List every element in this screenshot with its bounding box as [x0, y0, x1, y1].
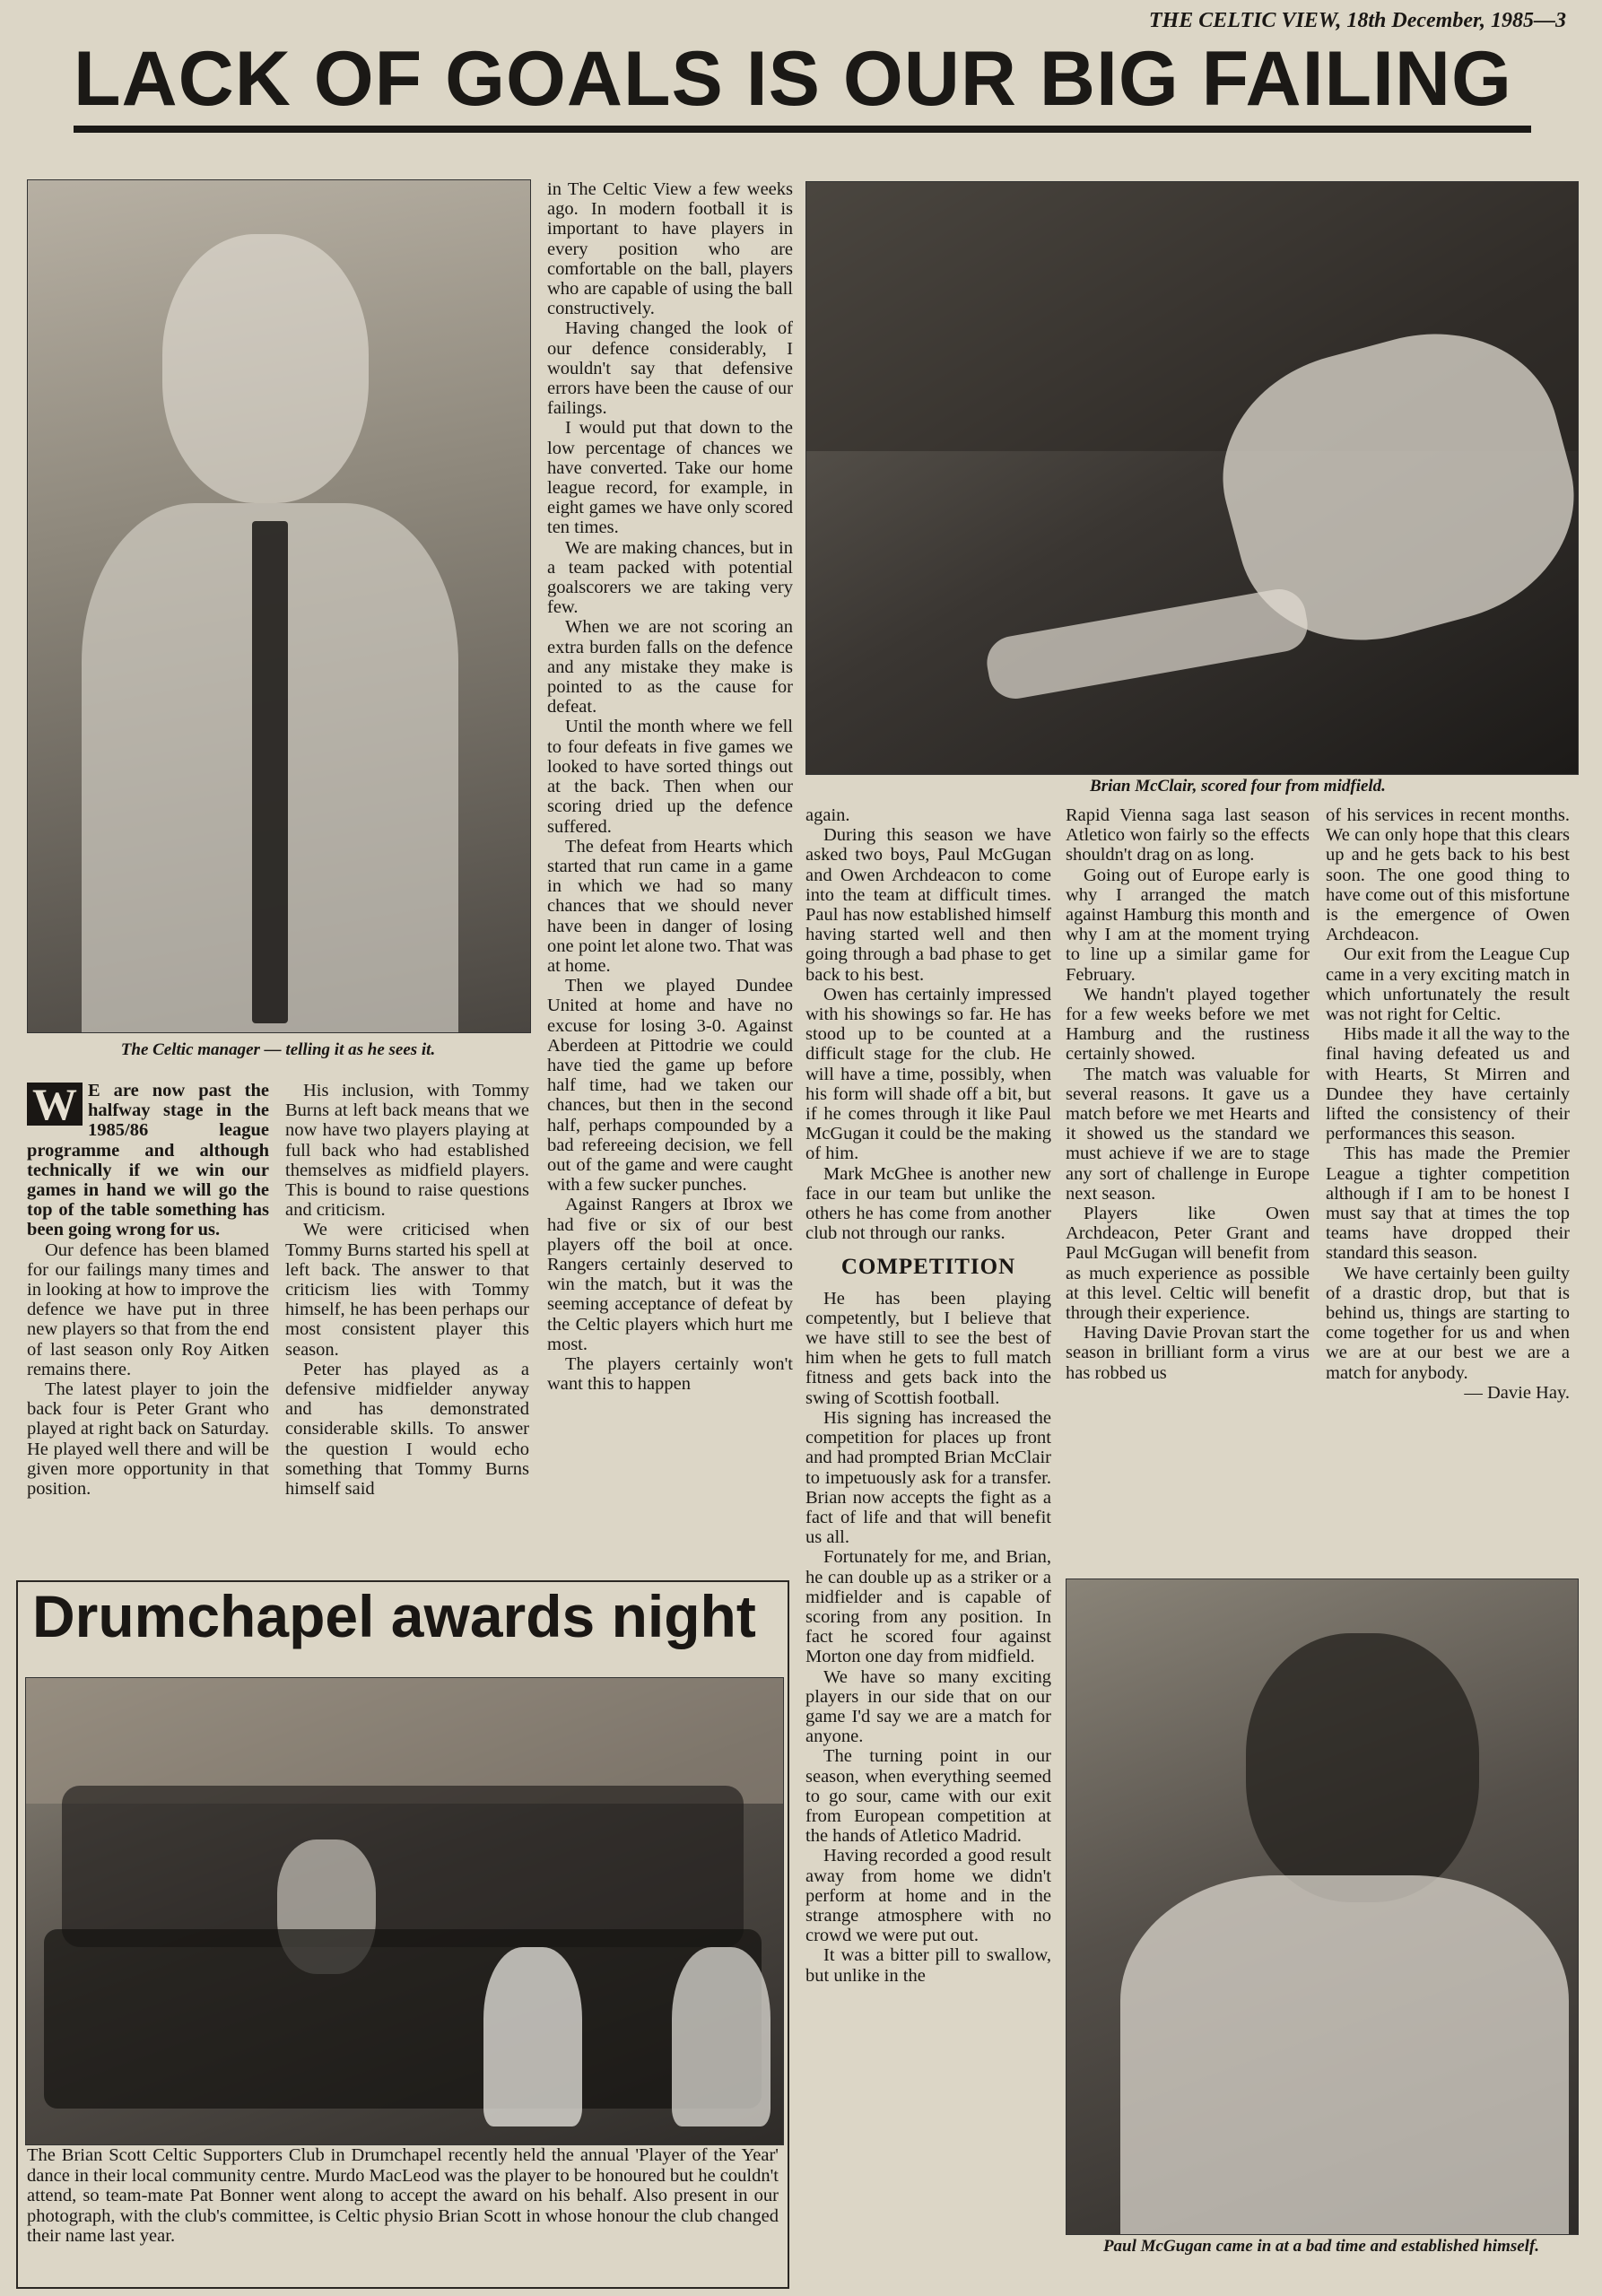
- paragraph: I would put that down to the low percentage of chances we have converted. Take our home league record, for example, in eight games we have only scored ten times.: [547, 418, 793, 538]
- paragraph: of his services in recent months. We can only hope that this clears up and he gets back to his best soon. The one good thing to have come out of this misfortune is the emergence of Owen Archdeacon.: [1326, 805, 1570, 945]
- paragraph: We have so many exciting players in our side that on our game I'd say we are a match for anyone.: [805, 1666, 1051, 1747]
- paragraph: It was a bitter pill to swallow, but unlike in the: [805, 1945, 1051, 1986]
- paragraph: in The Celtic View a few weeks ago. In modern football it is important to have players in every position who are comfortable on the ball, players who are capable of using the ball constructively.: [547, 179, 793, 319]
- paragraph: We have certainly been guilty of a drastic drop, but that is behind us, things are starting to come together for us and when we are at our best we are a match for anybody.: [1326, 1263, 1570, 1383]
- paragraph: Our defence has been blamed for our failings many times and in looking at how to improve the defence we have put in three new players so that from the end of last season only Roy Aitken remains there.: [27, 1239, 269, 1379]
- paragraph: The players certainly won't want this to happen: [547, 1353, 793, 1395]
- paragraph: Mark McGhee is another new face in our team but unlike the others he has come from another club not through our ranks.: [805, 1163, 1051, 1244]
- paragraph: He has been playing competently, but I believe that we have still to see the best of him when he gets to full match fitness and gets back into the swing of Scottish football.: [805, 1288, 1051, 1408]
- paragraph: Hibs made it all the way to the final having defeated us and with Hearts, St Mirren and Dundee they have certainly lifted the consistency of their performances this season.: [1326, 1024, 1570, 1144]
- paragraph: Then we played Dundee United at home and have no excuse for losing 3-0. Against Aberdeen at Pittodrie we could have tied the game up before half time, had we taken our chances, but then in the second half, perhaps compounded by a bad refereeing decision, we fell out of the game and were caught with a few sucker punches.: [547, 976, 793, 1196]
- drop-cap: W: [27, 1083, 83, 1126]
- manager-photo: [27, 179, 531, 1033]
- paragraph: The latest player to join the back four is Peter Grant who played at right back on Saturday. He played well there and will be given more opportunity in that position.: [27, 1379, 269, 1500]
- headline-rule: [74, 126, 1531, 133]
- subheading: COMPETITION: [840, 1255, 1016, 1280]
- paragraph: again.: [805, 805, 850, 825]
- paragraph: His signing has increased the competition for places up front and had prompted Brian McClair to impetuously ask for a transfer. Brian now accepts the fight as a fact of life and that will benefit us all.: [805, 1407, 1051, 1548]
- paragraph: Rapid Vienna saga last season Atletico won fairly so the effects shouldn't drag on as long.: [1066, 805, 1310, 865]
- article-column-3: [547, 179, 793, 1394]
- paragraph: This has made the Premier League a tighter competition although if I am to be honest I must say that at times the top teams have dropped their standard this season.: [1326, 1144, 1570, 1264]
- mcgugan-caption: Paul McGugan came in at a bad time and established himself.: [1102, 2237, 1540, 2256]
- paragraph: Fortunately for me, and Brian, he can double up as a striker or a midfielder and is capable of scoring from any position. In fact he scored four against Morton one day from midfield.: [805, 1547, 1051, 1667]
- article-column-2: [285, 1081, 529, 1499]
- article-column-5: [1066, 805, 1310, 1383]
- paragraph: The defeat from Hearts which started that run came in a game in which we had so many chances that we should never have been in danger of losing one point let alone two. That was at home.: [547, 836, 793, 976]
- byline: — Davie Hay.: [1464, 1382, 1570, 1403]
- paragraph: The match was valuable for several reasons. It gave us a match before we met Hearts and it showed us the standard we must achieve if we are to stage any sort of challenge in Europe next season.: [1066, 1064, 1310, 1204]
- paragraph: Against Rangers at Ibrox we had five or six of our best players off the boil at once. Rangers certainly deserved to win the match, but it was the seeming acceptance of defeat by the Celtic players which hurt me most.: [547, 1195, 793, 1354]
- manager-caption: The Celtic manager — telling it as he sees it.: [120, 1040, 436, 1059]
- awards-headline: Drumchapel awards night: [32, 1583, 756, 1649]
- paragraph: Our exit from the League Cup came in a very exciting match in which unfortunately the result was not right for Celtic.: [1326, 944, 1570, 1025]
- paragraph: Players like Owen Archdeacon, Peter Grant and Paul McGugan will benefit from as much experience as possible at this level. Celtic will benefit through their experience.: [1066, 1204, 1310, 1324]
- masthead: THE CELTIC VIEW, 18th December, 1985—3: [1148, 9, 1566, 32]
- paragraph: We are making chances, but in a team packed with potential goalscorers we are taking very few.: [547, 537, 793, 618]
- mcclair-photo: [805, 181, 1579, 775]
- paragraph: Owen has certainly impressed with his showings so far. He has stood up to be counted at a difficult stage for the club. He will have a time, possibly, when his form will shade off a bit, but if he comes through it like Paul McGugan it could be the making of him.: [805, 984, 1051, 1164]
- paragraph: Having Davie Provan start the season in brilliant form a virus has robbed us: [1066, 1323, 1310, 1383]
- paragraph: Having changed the look of our defence considerably, I wouldn't say that defensive errors have been the cause of our failings.: [547, 318, 793, 419]
- awards-group-photo: [25, 1677, 784, 2145]
- mcgugan-photo: [1066, 1578, 1579, 2235]
- paragraph: We were criticised when Tommy Burns started his spell at left back. The answer to that criticism lies with Tommy himself, he has been perhaps our most consistent player this season.: [285, 1220, 529, 1360]
- paragraph: Having recorded a good result away from home we didn't perform at home and in the strange atmosphere with no crowd we were put out.: [805, 1846, 1051, 1946]
- mcclair-caption: Brian McClair, scored four from midfield.: [1090, 777, 1386, 796]
- paragraph: We handn't played together for a few weeks before we met Hamburg and the rustiness certainly showed.: [1066, 984, 1310, 1065]
- paragraph: Until the month where we fell to four defeats in five games we looked to have sorted things out at the back. Then when our scoring dried up the defence suffered.: [547, 717, 793, 837]
- paragraph: During this season we have asked two boys, Paul McGugan and Owen Archdeacon to come into the team at difficult times. Paul has now established himself having started well and then going through a bad phase to get back to his best.: [805, 825, 1051, 985]
- paragraph: The turning point in our season, when everything seemed to go sour, came with our exit from European competition at the hands of Atletico Madrid.: [805, 1746, 1051, 1847]
- article-column-1: [27, 1081, 269, 1499]
- article-column-4: [805, 805, 1051, 1986]
- paragraph: Peter has played as a defensive midfielder anyway and has demonstrated considerable skills. To answer the question I would echo something that Tommy Burns himself said: [285, 1359, 529, 1500]
- paragraph: Going out of Europe early is why I arranged the match against Hamburg this month and why I am at the moment trying to line up a similar game for February.: [1066, 865, 1310, 985]
- article-lead: W E are now past the halfway stage in the 1985/86 league programme and although technically if we win our games in hand we will go the top of the table something has been going wrong for us.: [27, 1079, 269, 1240]
- article-column-6: [1326, 805, 1570, 1403]
- awards-caption: The Brian Scott Celtic Supporters Club in Drumchapel recently held the annual 'Player of the Year' dance in their local community centre. Murdo MacLeod was the player to be honoured but he couldn't attend, so team-mate Pat Bonner went along to accept the award on his behalf. Also present in our photograph, with the club's committee, is Celtic physio Brian Scott in whose honour the club changed their name last year.: [27, 2145, 779, 2246]
- paragraph: His inclusion, with Tommy Burns at left back means that we now have two players playing at full back who had established themselves as midfield players. This is bound to raise questions and criticism.: [285, 1081, 529, 1221]
- headline: LACK OF GOALS IS OUR BIG FAILING: [74, 36, 1512, 122]
- paragraph: When we are not scoring an extra burden falls on the defence and any mistake they make is pointed to as the cause for defeat.: [547, 617, 793, 718]
